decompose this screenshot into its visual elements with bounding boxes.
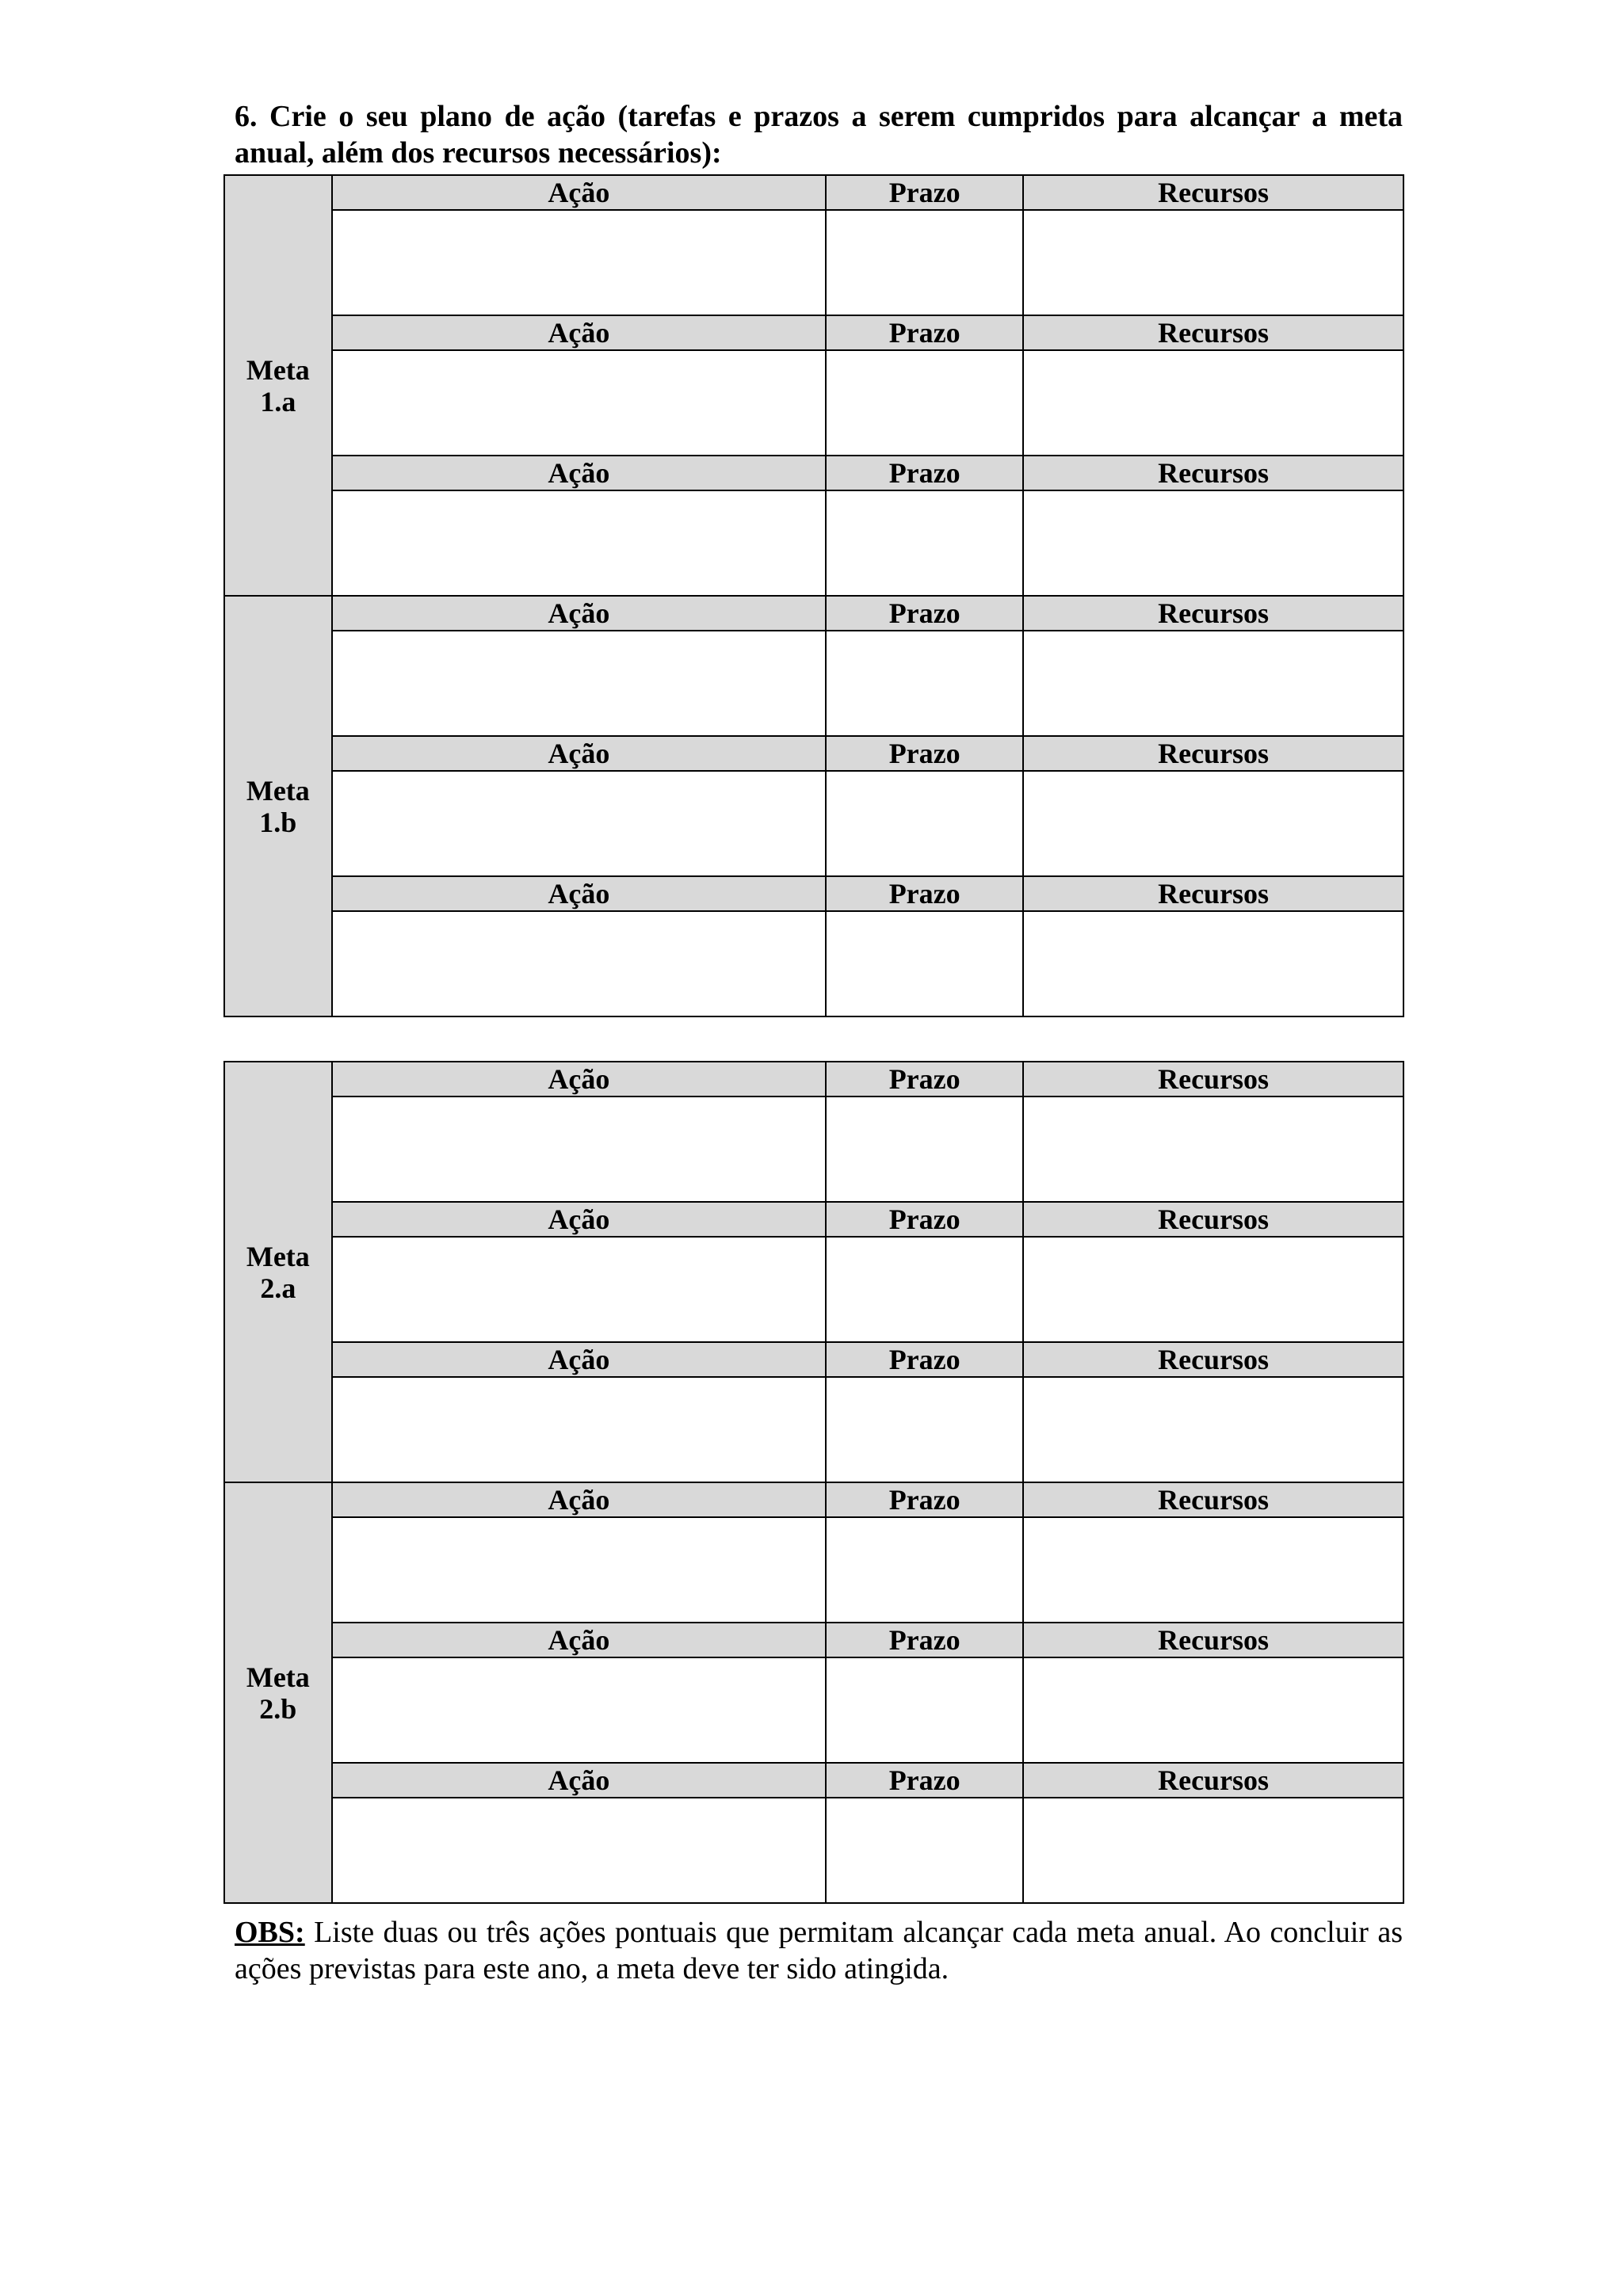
acao-field[interactable] (332, 350, 827, 456)
recursos-field[interactable] (1023, 350, 1403, 456)
column-header-prazo: Prazo (826, 876, 1023, 911)
prazo-field[interactable] (826, 350, 1023, 456)
column-header-recursos: Recursos (1023, 1482, 1403, 1517)
prazo-field[interactable] (826, 1798, 1023, 1903)
prazo-field[interactable] (826, 1517, 1023, 1623)
acao-field[interactable] (332, 911, 827, 1016)
recursos-field[interactable] (1023, 631, 1403, 736)
recursos-field[interactable] (1023, 1097, 1403, 1202)
column-header-recursos: Recursos (1023, 1623, 1403, 1657)
column-header-prazo: Prazo (826, 1623, 1023, 1657)
column-header-acao: Ação (332, 1202, 827, 1237)
column-header-recursos: Recursos (1023, 736, 1403, 771)
column-header-prazo: Prazo (826, 736, 1023, 771)
column-header-acao: Ação (332, 596, 827, 631)
acao-field[interactable] (332, 631, 827, 736)
recursos-field[interactable] (1023, 490, 1403, 596)
acao-field[interactable] (332, 490, 827, 596)
column-header-prazo: Prazo (826, 175, 1023, 210)
prazo-field[interactable] (826, 210, 1023, 315)
acao-field[interactable] (332, 210, 827, 315)
recursos-field[interactable] (1023, 1377, 1403, 1482)
meta-label: Meta 2.a (224, 1062, 332, 1482)
meta-label: Meta 1.a (224, 175, 332, 596)
prazo-field[interactable] (826, 1237, 1023, 1342)
column-header-recursos: Recursos (1023, 1763, 1403, 1798)
prazo-field[interactable] (826, 490, 1023, 596)
meta-label: Meta 2.b (224, 1482, 332, 1903)
recursos-field[interactable] (1023, 1517, 1403, 1623)
column-header-recursos: Recursos (1023, 315, 1403, 350)
column-header-acao: Ação (332, 175, 827, 210)
obs-label: OBS: (235, 1916, 305, 1949)
section-heading: 6. Crie o seu plano de ação (tarefas e prazos a serem cumpridos para alcançar a meta anual, além dos recursos necessários): (235, 100, 1403, 170)
acao-field[interactable] (332, 1377, 827, 1482)
column-header-acao: Ação (332, 1763, 827, 1798)
column-header-prazo: Prazo (826, 1062, 1023, 1097)
column-header-recursos: Recursos (1023, 456, 1403, 490)
column-header-acao: Ação (332, 1062, 827, 1097)
column-header-recursos: Recursos (1023, 876, 1403, 911)
acao-field[interactable] (332, 1097, 827, 1202)
recursos-field[interactable] (1023, 210, 1403, 315)
acao-field[interactable] (332, 771, 827, 876)
column-header-prazo: Prazo (826, 1342, 1023, 1377)
acao-field[interactable] (332, 1517, 827, 1623)
prazo-field[interactable] (826, 771, 1023, 876)
column-header-acao: Ação (332, 1342, 827, 1377)
column-header-acao: Ação (332, 456, 827, 490)
column-header-prazo: Prazo (826, 1763, 1023, 1798)
column-header-recursos: Recursos (1023, 1342, 1403, 1377)
prazo-field[interactable] (826, 1377, 1023, 1482)
prazo-field[interactable] (826, 911, 1023, 1016)
observation-note (235, 1914, 1403, 1987)
acao-field[interactable] (332, 1657, 827, 1763)
recursos-field[interactable] (1023, 1237, 1403, 1342)
recursos-field[interactable] (1023, 1657, 1403, 1763)
column-header-prazo: Prazo (826, 456, 1023, 490)
recursos-field[interactable] (1023, 1798, 1403, 1903)
column-header-acao: Ação (332, 1623, 827, 1657)
column-header-prazo: Prazo (826, 1202, 1023, 1237)
column-header-prazo: Prazo (826, 315, 1023, 350)
column-header-recursos: Recursos (1023, 596, 1403, 631)
acao-field[interactable] (332, 1798, 827, 1903)
column-header-acao: Ação (332, 876, 827, 911)
column-header-acao: Ação (332, 1482, 827, 1517)
column-header-acao: Ação (332, 736, 827, 771)
acao-field[interactable] (332, 1237, 827, 1342)
prazo-field[interactable] (826, 631, 1023, 736)
column-header-prazo: Prazo (826, 1482, 1023, 1517)
recursos-field[interactable] (1023, 911, 1403, 1016)
recursos-field[interactable] (1023, 771, 1403, 876)
prazo-field[interactable] (826, 1657, 1023, 1763)
meta-label: Meta 1.b (224, 596, 332, 1016)
column-header-recursos: Recursos (1023, 1062, 1403, 1097)
column-header-acao: Ação (332, 315, 827, 350)
prazo-field[interactable] (826, 1097, 1023, 1202)
column-header-recursos: Recursos (1023, 175, 1403, 210)
column-header-prazo: Prazo (826, 596, 1023, 631)
action-plan-table-2 (223, 1061, 1404, 1904)
action-plan-table-1 (223, 174, 1404, 1017)
column-header-recursos: Recursos (1023, 1202, 1403, 1237)
obs-text: Liste duas ou três ações pontuais que permitam alcançar cada meta anual. Ao concluir as ações previstas para este ano, a meta deve ter sido atingida. (235, 1916, 1403, 1985)
